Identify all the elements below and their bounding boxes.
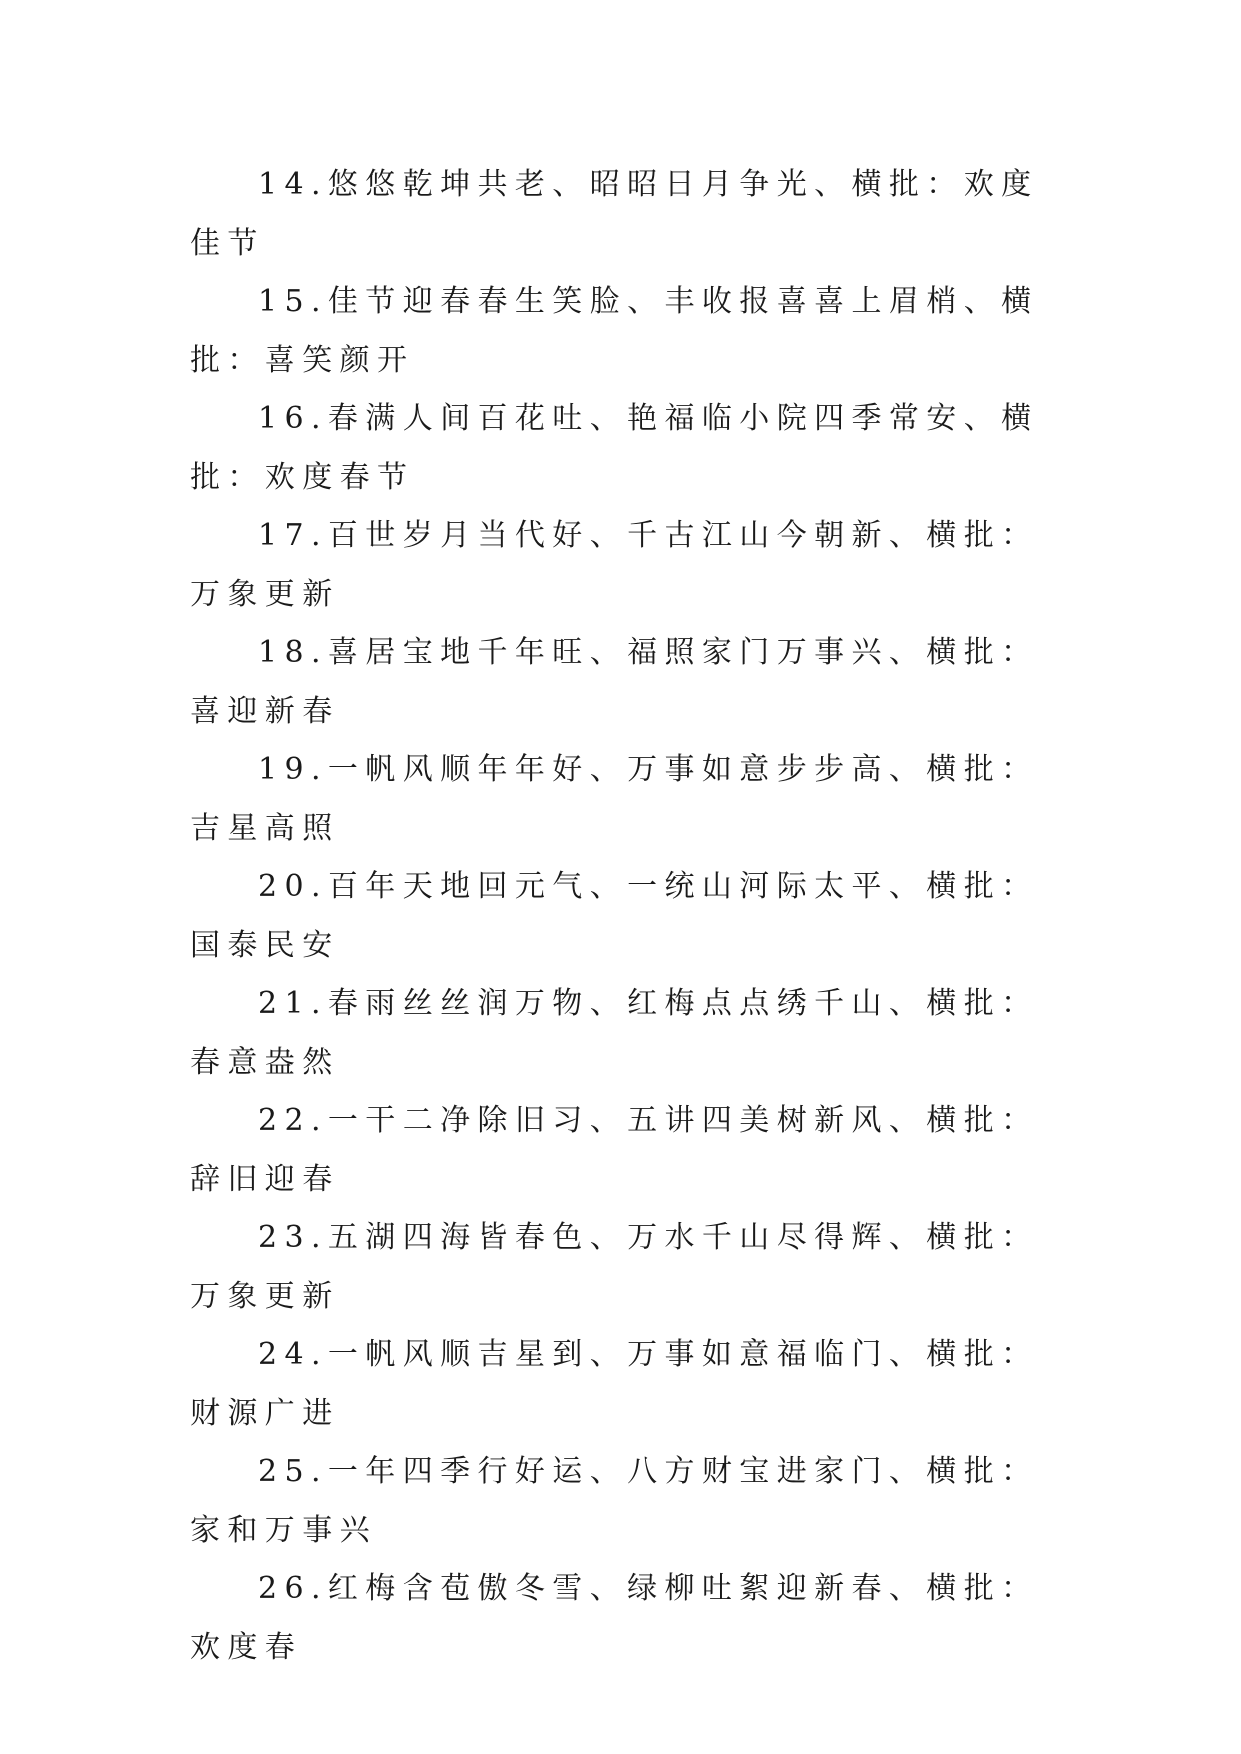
couplet-item: 15.佳节迎春春生笑脸、丰收报喜喜上眉梢、横批：喜笑颜开 [190,284,1039,378]
couplet-item: 16.春满人间百花吐、艳福临小院四季常安、横批：欢度春节 [190,401,1039,495]
couplet-item: 14.悠悠乾坤共老、昭昭日月争光、横批：欢度佳节 [190,167,1039,261]
couplet-item: 22.一干二净除旧习、五讲四美树新风、横批：辞旧迎春 [190,1103,1039,1197]
couplet-item: 26.红梅含苞傲冬雪、绿柳吐絮迎新春、横批：欢度春 [190,1571,1039,1665]
couplet-item: 24.一帆风顺吉星到、万事如意福临门、横批：财源广进 [190,1337,1039,1431]
couplet-item: 19.一帆风顺年年好、万事如意步步高、横批：吉星高照 [190,752,1039,846]
couplet-item: 18.喜居宝地千年旺、福照家门万事兴、横批：喜迎新春 [190,635,1039,729]
couplet-list [190,156,1050,1677]
couplet-item: 23.五湖四海皆春色、万水千山尽得辉、横批：万象更新 [190,1220,1039,1314]
couplet-item: 21.春雨丝丝润万物、红梅点点绣千山、横批：春意盎然 [190,986,1039,1080]
couplet-item: 25.一年四季行好运、八方财宝进家门、横批：家和万事兴 [190,1454,1039,1548]
couplet-item: 20.百年天地回元气、一统山河际太平、横批：国泰民安 [190,869,1039,963]
couplet-item: 17.百世岁月当代好、千古江山今朝新、横批：万象更新 [190,518,1039,612]
